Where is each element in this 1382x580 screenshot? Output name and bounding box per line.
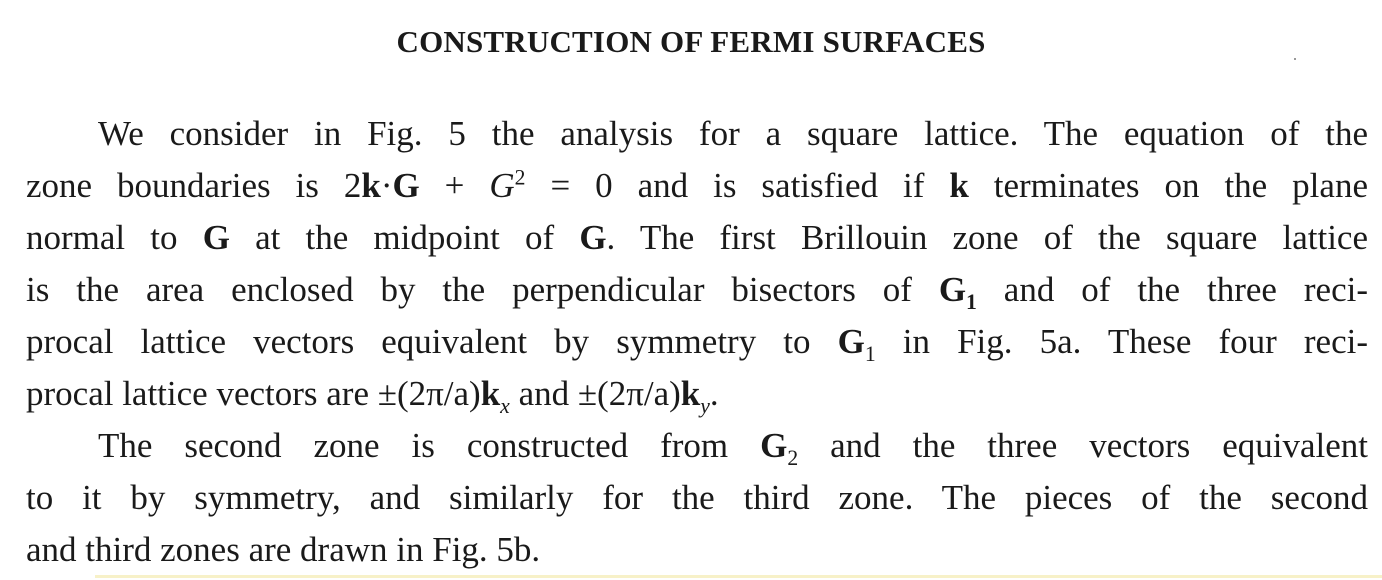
scalar-G: G	[489, 166, 515, 205]
p1-l2-text-a: zone boundaries is 2	[26, 166, 362, 205]
p1-l3-text-a: normal to	[26, 218, 203, 257]
p1-line-5	[26, 316, 1368, 368]
p1-line-4	[26, 264, 1368, 316]
p1-l3-text-b: at the midpoint of	[229, 218, 580, 257]
p1-line-1	[26, 108, 1368, 160]
p1-l3-text-c: . The first Brillouin zone of the square lattice	[606, 218, 1368, 257]
superscript-2: 2	[514, 165, 526, 190]
body-text	[26, 108, 1368, 576]
unit-vector-k: k	[680, 374, 701, 413]
unit-vector-k: k	[480, 374, 501, 413]
p2-l2-text: to it by symmetry, and similarly for the third zone. The pieces of the second	[26, 478, 1368, 517]
subscript-1: 1	[966, 290, 977, 314]
p2-l1-text-a: The second zone is constructed from	[98, 426, 761, 465]
p1-l1-text: We consider in Fig. 5 the analysis for a square lattice. The equation of the	[98, 114, 1368, 153]
subscript-x: x	[500, 394, 510, 418]
p1-l6-text-b: and ±(2π/a)	[509, 374, 681, 413]
p1-l2-text-b: = 0 and is satisfied if	[525, 166, 950, 205]
subscript-1: 1	[864, 342, 876, 366]
dot-operator: ·	[380, 166, 393, 205]
p1-line-3	[26, 212, 1368, 264]
p1-l6-text-c: .	[709, 374, 719, 413]
p1-l6-text-a: procal lattice vectors are ±(2π/a)	[26, 374, 481, 413]
p1-line-2	[26, 160, 1368, 212]
vector-G: G	[392, 166, 420, 205]
subscript-2: 2	[787, 446, 799, 470]
vector-G: G	[579, 218, 607, 257]
highlight-edge	[95, 575, 1382, 578]
section-heading: CONSTRUCTION OF FERMI SURFACES	[396, 24, 986, 59]
p2-line-3	[26, 524, 1368, 576]
p2-l1-text-b: and the three vectors equivalent	[798, 426, 1368, 465]
p1-l2-text-c: terminates on the plane	[968, 166, 1368, 205]
p1-line-6	[26, 368, 1368, 420]
vector-k: k	[361, 166, 381, 205]
p1-l5-text-b: in Fig. 5a. These four reci-	[875, 322, 1368, 361]
vector-G1: G	[837, 322, 865, 361]
vector-G: G	[202, 218, 230, 257]
p1-l4-text-a: is the area enclosed by the perpendicular bisectors of	[26, 270, 939, 309]
p1-l5-text-a: procal lattice vectors equivalent by symmetry to	[26, 322, 838, 361]
vector-k: k	[949, 166, 969, 205]
vector-G2: G	[760, 426, 788, 465]
p2-line-1	[26, 420, 1368, 472]
plus-operator: +	[419, 166, 490, 205]
subscript-y: y	[700, 394, 710, 418]
p1-l4-text-b: and of the three reci-	[976, 270, 1368, 309]
p2-line-2	[26, 472, 1368, 524]
scan-speck	[1294, 58, 1296, 60]
p2-l3-text: and third zones are drawn in Fig. 5b.	[26, 530, 541, 569]
vector-G1: G	[938, 270, 967, 309]
